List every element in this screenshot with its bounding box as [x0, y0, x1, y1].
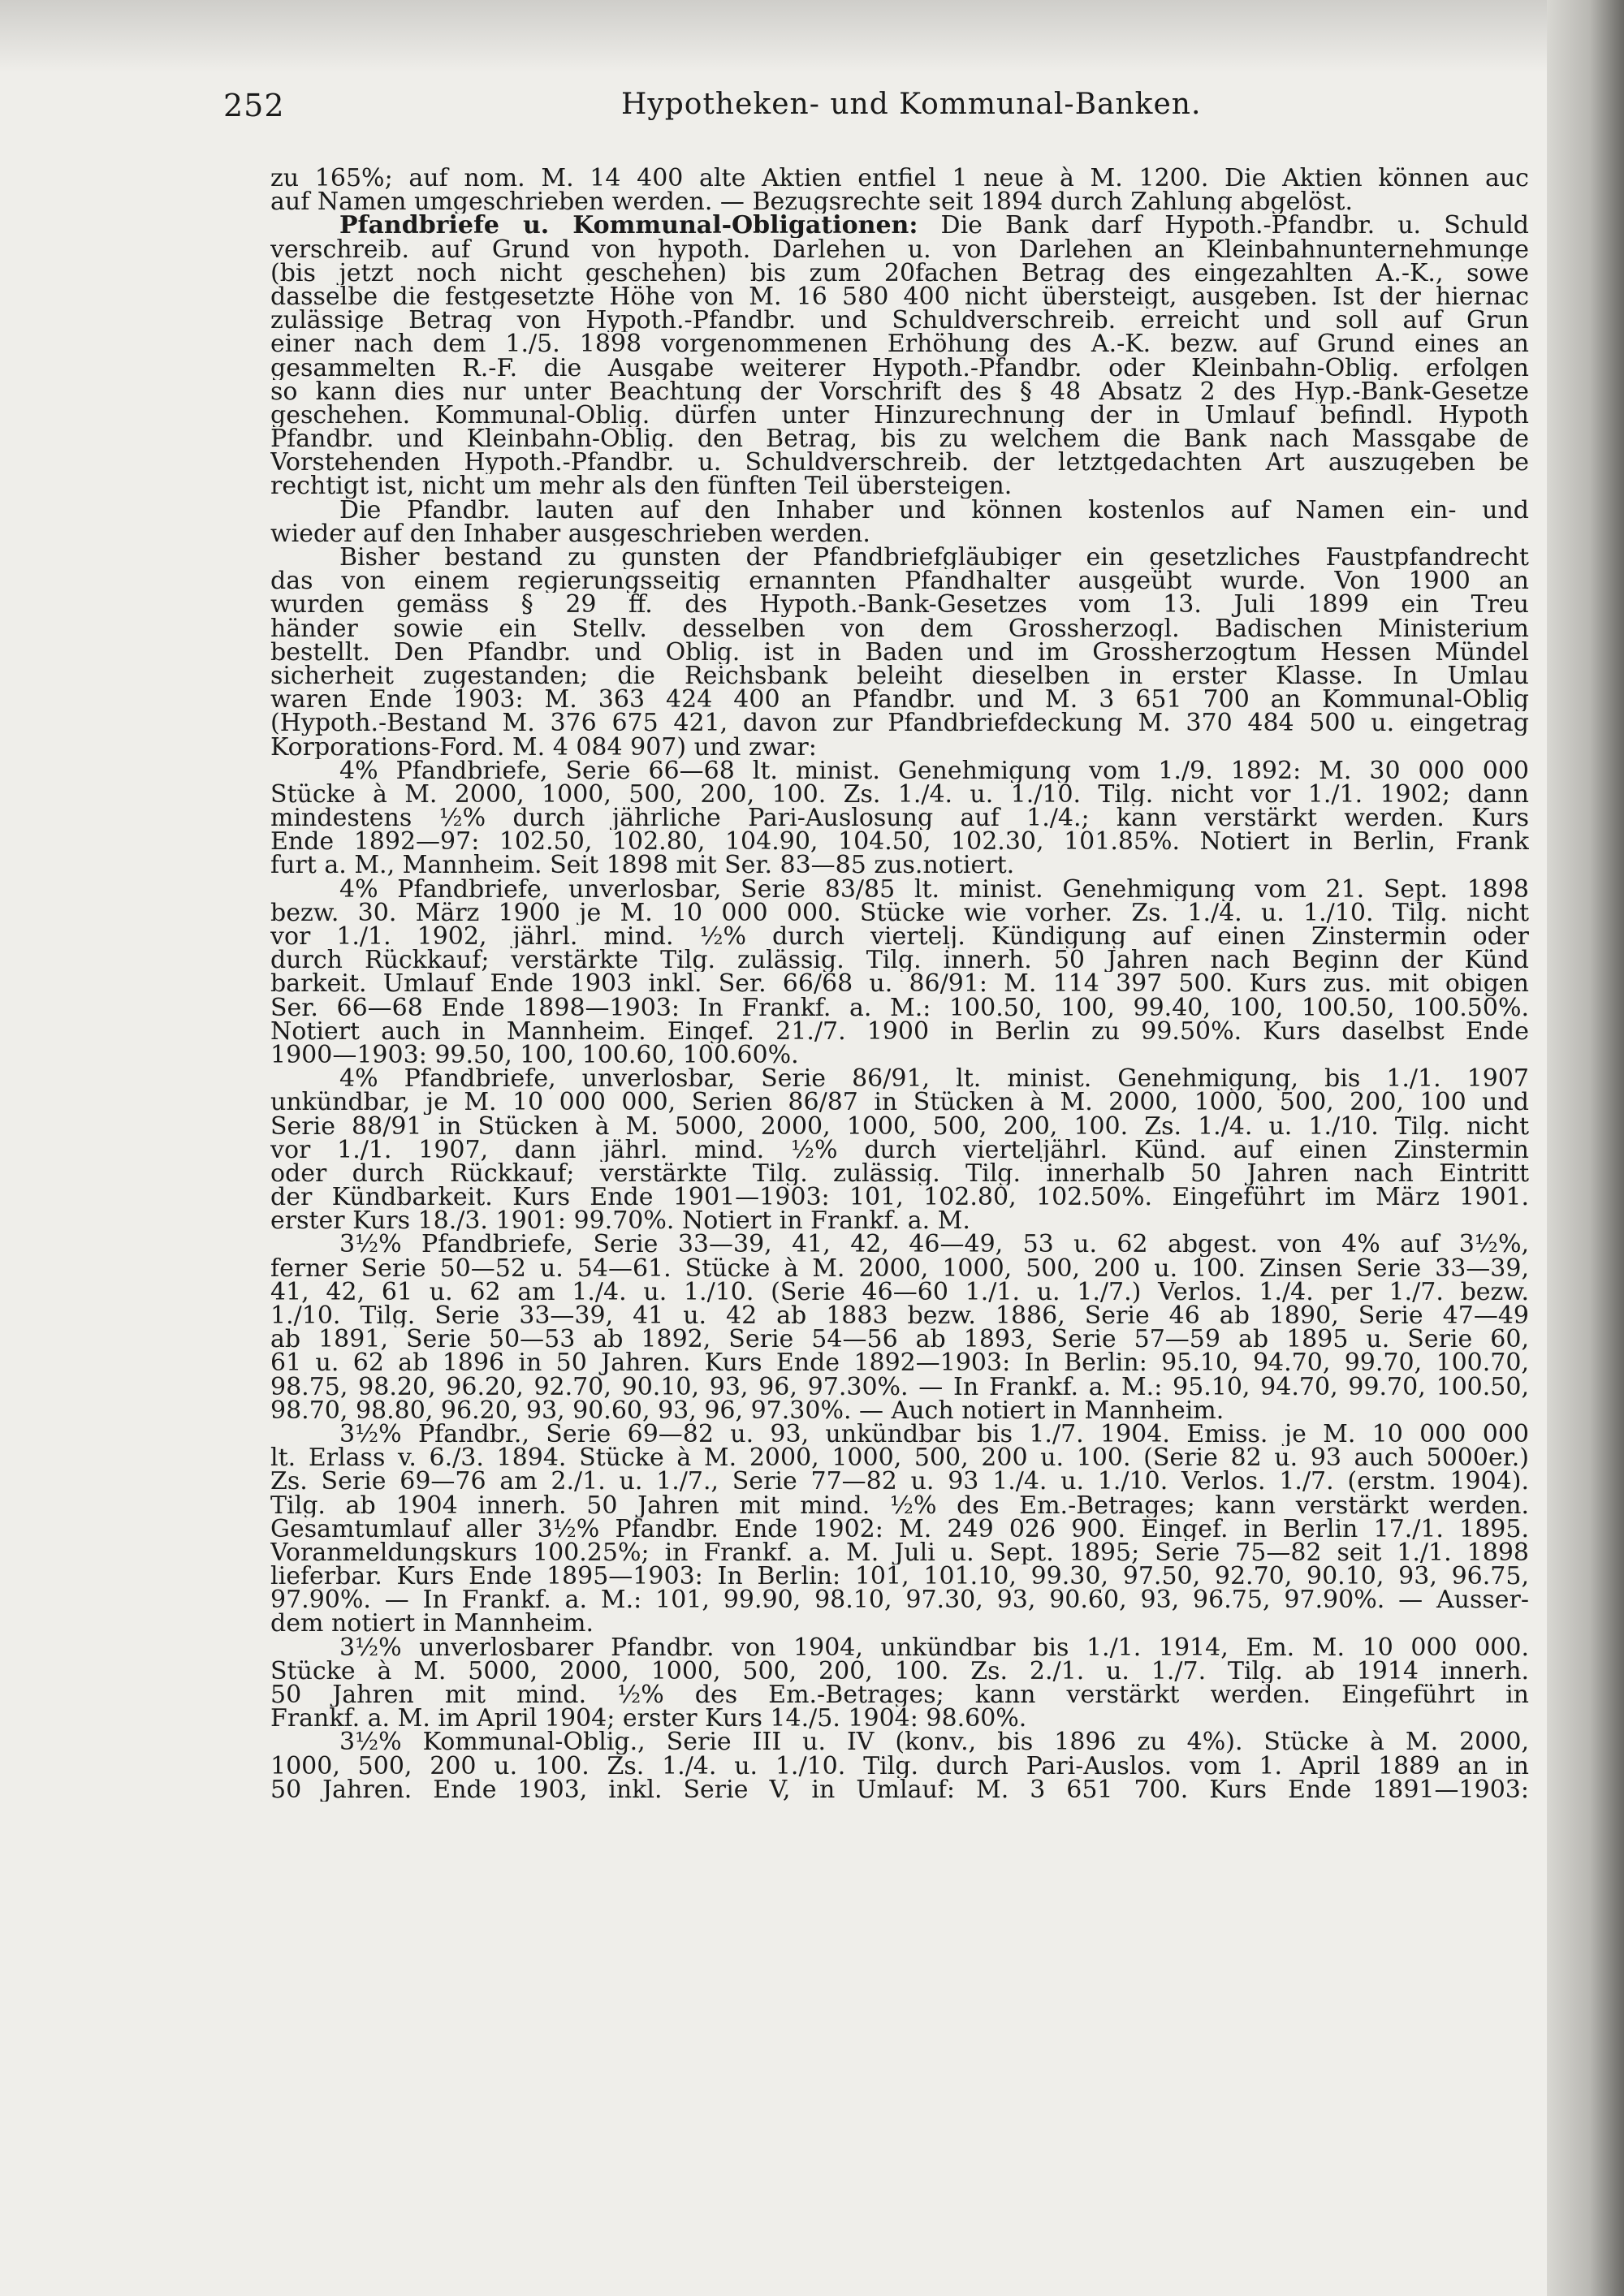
text-line: 1000, 500, 200 u. 100. Zs. 1./4. u. 1./10. Tilg. durch Pari-Auslos. vom 1. April 1889 an in	[270, 1754, 1529, 1778]
text-line: Stücke à M. 5000, 2000, 1000, 500, 200, 100. Zs. 2./1. u. 1./7. Tilg. ab 1914 innerh.	[270, 1659, 1529, 1683]
text-line: furt a. M., Mannheim. Seit 1898 mit Ser. 83—85 zus.notiert.	[270, 853, 1015, 878]
text-line: zulässige Betrag von Hypoth.-Pfandbr. und Schuldverschreib. erreicht und soll auf Grun	[270, 309, 1529, 333]
text-line: geschehen. Kommunal-Oblig. dürfen unter Hinzurechnung der in Umlauf befindl. Hypoth	[270, 403, 1529, 428]
page-number: 252	[223, 88, 285, 123]
text-line: Tilg. ab 1904 innerh. 50 Jahren mit mind. ½% des Em.-Betrages; kann verstärkt werden.	[270, 1493, 1529, 1517]
text-line: Ser. 66—68 Ende 1898—1903: In Frankf. a. M.: 100.50, 100, 99.40, 100, 100.50, 100.50%.	[270, 995, 1529, 1020]
section-heading-text: Die Bank darf Hypoth.-Pfandbr. u. Schuld	[918, 214, 1529, 238]
text-line: 4% Pfandbriefe, Serie 66—68 lt. minist. Genehmigung vom 1./9. 1892: M. 30 000 000	[339, 758, 1529, 783]
text-line: Serie 88/91 in Stücken à M. 5000, 2000, 1000, 500, 200, 100. Zs. 1./4. u. 1./10. Tilg. nicht	[270, 1114, 1529, 1138]
text-line: wurden gemäss § 29 ff. des Hypoth.-Bank-Gesetzes vom 13. Juli 1899 ein Treu	[270, 593, 1529, 617]
text-line: (Hypoth.-Bestand M. 376 675 421, davon zur Pfandbriefdeckung M. 370 484 500 u. eingetrag	[270, 711, 1529, 736]
text-line: 3½% Pfandbriefe, Serie 33—39, 41, 42, 46—49, 53 u. 62 abgest. von 4% auf 3½%,	[339, 1232, 1529, 1257]
text-line: zu 165%; auf nom. M. 14 400 alte Aktien entfiel 1 neue à M. 1200. Die Aktien können auc	[270, 166, 1529, 191]
text-line: gesammelten R.-F. die Ausgabe weiterer Hypoth.-Pfandbr. oder Kleinbahn-Oblig. erfolgen	[270, 356, 1529, 380]
text-line: rechtigt ist, nicht um mehr als den fünften Teil übersteigen.	[270, 474, 1013, 498]
text-line: verschreib. auf Grund von hypoth. Darlehen u. von Darlehen an Kleinbahnunternehmunge	[270, 237, 1529, 261]
text-line: 98.75, 98.20, 96.20, 92.70, 90.10, 93, 96, 97.30%. — In Frankf. a. M.: 95.10, 94.70, 99.70, 100.50,	[270, 1375, 1529, 1399]
text-line: Stücke à M. 2000, 1000, 500, 200, 100. Zs. 1./4. u. 1./10. Tilg. nicht vor 1./1. 1902; dann	[270, 782, 1529, 807]
text-line: Die Pfandbr. lauten auf den Inhaber und können kostenlos auf Namen ein- und	[339, 498, 1529, 522]
text-line: Zs. Serie 69—76 am 2./1. u. 1./7., Serie 77—82 u. 93 1./4. u. 1./10. Verlos. 1./7. (erstm. 1904).	[270, 1470, 1529, 1494]
text-line: händer sowie ein Stellv. desselben von dem Grossherzogl. Badischen Ministerium	[270, 616, 1529, 641]
text-line: lt. Erlass v. 6./3. 1894. Stücke à M. 2000, 1000, 500, 200 u. 100. (Serie 82 u. 93 auch 5000er.)	[270, 1446, 1529, 1470]
text-line: auf Namen umgeschrieben werden. — Bezugsrechte seit 1894 durch Zahlung abgelöst.	[270, 190, 1354, 214]
text-line: Ende 1892—97: 102.50, 102.80, 104.90, 104.50, 102.30, 101.85%. Notiert in Berlin, Frank	[270, 830, 1529, 854]
text-line: durch Rückkauf; verstärkte Tilg. zulässig. Tilg. innerh. 50 Jahren nach Beginn der Künd	[270, 948, 1529, 973]
text-line: Bisher bestand zu gunsten der Pfandbriefgläubiger ein gesetzliches Faustpfandrecht	[339, 546, 1529, 570]
text-line: 1900—1903: 99.50, 100, 100.60, 100.60%.	[270, 1042, 799, 1068]
text-line: bezw. 30. März 1900 je M. 10 000 000. Stücke wie vorher. Zs. 1./4. u. 1./10. Tilg. nicht	[270, 900, 1529, 925]
text-line: vor 1./1. 1907, dann jährl. mind. ½% durch vierteljährl. Künd. auf einen Zinstermin	[270, 1137, 1529, 1162]
text-line: oder durch Rückkauf; verstärkte Tilg. zulässig. Tilg. innerhalb 50 Jahren nach Eintritt	[270, 1161, 1529, 1186]
text-line: 3½% Kommunal-Oblig., Serie III u. IV (konv., bis 1896 zu 4%). Stücke à M. 2000,	[339, 1730, 1529, 1754]
text-line: das von einem regierungsseitig ernannten Pfandhalter ausgeübt wurde. Von 1900 an	[270, 569, 1529, 593]
text-line: unkündbar, je M. 10 000 000, Serien 86/87 in Stücken à M. 2000, 1000, 500, 200, 100 und	[270, 1090, 1529, 1115]
text-line: 4% Pfandbriefe, unverlosbar, Serie 83/85 lt. minist. Genehmigung vom 21. Sept. 1898	[339, 877, 1529, 901]
text-line: Korporations-Ford. M. 4 084 907) und zwar:	[270, 735, 817, 759]
text-line: Voranmeldungskurs 100.25%; in Frankf. a. M. Juli u. Sept. 1895; Serie 75—82 seit 1./1. 1898	[270, 1540, 1529, 1565]
text-line: bestellt. Den Pfandbr. und Oblig. ist in Baden und im Grossherzogtum Hessen Mündel	[270, 640, 1529, 664]
text-line: 4% Pfandbriefe, unverlosbar, Serie 86/91, lt. minist. Genehmigung, bis 1./1. 1907	[339, 1067, 1529, 1091]
text-line: mindestens ½% durch jährliche Pari-Auslosung auf 1./4.; kann verstärkt werden. Kurs	[270, 806, 1529, 831]
text-line: 1./10. Tilg. Serie 33—39, 41 u. 42 ab 1883 bezw. 1886, Serie 46 ab 1890, Serie 47—49	[270, 1304, 1529, 1328]
text-line: (bis jetzt noch nicht geschehen) bis zum 20fachen Betrag des eingezahlten A.-K., sowe	[270, 261, 1529, 285]
text-line: ab 1891, Serie 50—53 ab 1892, Serie 54—56 ab 1893, Serie 57—59 ab 1895 u. Serie 60,	[270, 1327, 1529, 1352]
text-line: Pfandbr. und Kleinbahn-Oblig. den Betrag, bis zu welchem die Bank nach Massgabe de	[270, 427, 1529, 451]
text-line: 98.70, 98.80, 96.20, 93, 90.60, 93, 96, 97.30%. — Auch notiert in Mannheim.	[270, 1398, 1224, 1422]
text-line: sicherheit zugestanden; die Reichsbank beleiht dieselben in erster Klasse. In Umlau	[270, 663, 1529, 688]
text-line: 50 Jahren mit mind. ½% des Em.-Betrages; kann verstärkt werden. Eingeführt in	[270, 1683, 1529, 1707]
text-line: ferner Serie 50—52 u. 54—61. Stücke à M. 2000, 1000, 500, 200 u. 100. Zinsen Serie 33—39,	[270, 1256, 1529, 1280]
running-title: Hypotheken- und Kommunal-Banken.	[621, 88, 1202, 121]
running-head	[223, 88, 1539, 128]
text-line: dasselbe die festgesetzte Höhe von M. 16 580 400 nicht übersteigt, ausgeben. Ist der hiernac	[270, 284, 1529, 309]
text-line: 50 Jahren. Ende 1903, inkl. Serie V, in Umlauf: M. 3 651 700. Kurs Ende 1891—1903:	[270, 1777, 1529, 1802]
text-line	[270, 214, 1529, 237]
text-line: Frankf. a. M. im April 1904; erster Kurs 14./5. 1904: 98.60%.	[270, 1707, 1027, 1731]
text-line: vor 1./1. 1902, jährl. mind. ½% durch viertelj. Kündigung auf einen Zinstermin oder	[270, 925, 1529, 949]
text-line: 97.90%. — In Frankf. a. M.: 101, 99.90, 98.10, 97.30, 93, 90.60, 93, 96.75, 97.90%. — Ausser-	[270, 1588, 1529, 1612]
text-line: barkeit. Umlauf Ende 1903 inkl. Ser. 66/68 u. 86/91: M. 114 397 500. Kurs zus. mit obigen	[270, 972, 1529, 996]
text-line: der Kündbarkeit. Kurs Ende 1901—1903: 101, 102.80, 102.50%. Eingeführt im März 1901.	[270, 1185, 1529, 1210]
text-line: einer nach dem 1./5. 1898 vorgenommenen Erhöhung des A.-K. bezw. auf Grund eines an	[270, 332, 1529, 356]
text-line: 41, 42, 61 u. 62 am 1./4. u. 1./10. (Serie 46—60 1./1. u. 1./7.) Verlos. 1./4. per 1./7. bezw.	[270, 1280, 1529, 1304]
text-line: dem notiert in Mannheim.	[270, 1612, 594, 1636]
text-line: 3½% unverlosbarer Pfandbr. von 1904, unkündbar bis 1./1. 1914, Em. M. 10 000 000.	[339, 1635, 1529, 1659]
text-line: erster Kurs 18./3. 1901: 99.70%. Notiert in Frankf. a. M.	[270, 1209, 970, 1233]
text-line: 61 u. 62 ab 1896 in 50 Jahren. Kurs Ende 1892—1903: In Berlin: 95.10, 94.70, 99.70, 100.70,	[270, 1351, 1529, 1375]
body-text	[270, 166, 1529, 1802]
text-line: wieder auf den Inhaber ausgeschrieben werden.	[270, 521, 870, 546]
text-line: Notiert auch in Mannheim. Eingef. 21./7. 1900 in Berlin zu 99.50%. Kurs daselbst Ende	[270, 1019, 1529, 1043]
text-line: 3½% Pfandbr., Serie 69—82 u. 93, unkündbar bis 1./7. 1904. Emiss. je M. 10 000 000	[339, 1422, 1529, 1447]
text-line: Gesamtumlauf aller 3½% Pfandbr. Ende 1902: M. 249 026 900. Eingef. in Berlin 17./1. 1895.	[270, 1517, 1529, 1541]
text-line: lieferbar. Kurs Ende 1895—1903: In Berlin: 101, 101.10, 99.30, 97.50, 92.70, 90.10, 93, 96.75,	[270, 1564, 1529, 1589]
text-line: Vorstehenden Hypoth.-Pfandbr. u. Schuldverschreib. der letztgedachten Art auszugeben be	[270, 451, 1529, 475]
text-line: so kann dies nur unter Beachtung der Vorschrift des § 48 Absatz 2 des Hyp.-Bank-Gesetze	[270, 379, 1529, 404]
text-line: waren Ende 1903: M. 363 424 400 an Pfandbr. und M. 3 651 700 an Kommunal-Oblig	[270, 688, 1529, 712]
section-heading: Pfandbriefe u. Kommunal-Obligationen:	[339, 214, 918, 238]
